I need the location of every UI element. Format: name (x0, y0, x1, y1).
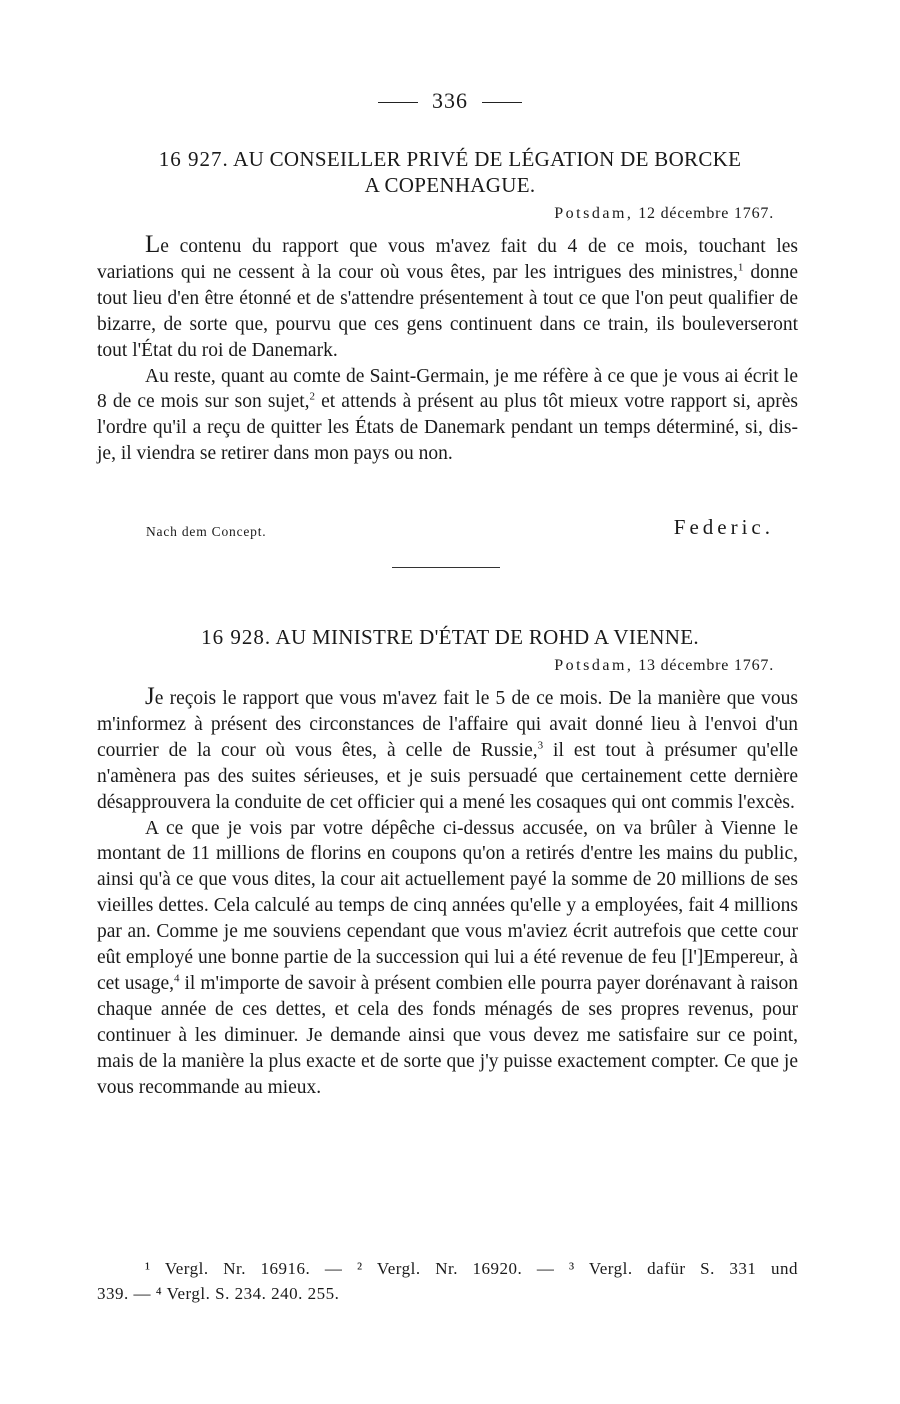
footnote-ref-3: 3 (537, 739, 544, 752)
footnote-ref-1: 1 (737, 261, 744, 274)
letter2-date: 13 décembre 1767. (638, 657, 774, 674)
letter1-paragraph-1 (97, 232, 798, 364)
letter2-number: 16 928. (201, 625, 272, 649)
letter1-body (97, 232, 798, 467)
letter2-title: AU MINISTRE D'ÉTAT DE ROHD A VIENNE. (275, 625, 699, 649)
source-note: Nach dem Concept. (146, 524, 267, 539)
letter1-title-line2: A COPENHAGUE. (364, 173, 536, 197)
footnote-line-1: ¹ Vergl. Nr. 16916. — ² Vergl. Nr. 16920. — ³ Vergl. dafür S. 331 und (145, 1259, 798, 1278)
letter2-heading (100, 624, 800, 650)
letter2-body (97, 684, 798, 1101)
letter1-para2-text2: et attends à présent au plus tôt mieux votre rapport si, après l'ordre qu'il a reçu de quitter les États de Danemark pendant un temps déterminé, si, dis-je, il viendra se retirer dans mon pays ou non. (97, 391, 798, 465)
letter1-title-line1: AU CONSEILLER PRIVÉ DE LÉGATION DE BORCKE (233, 147, 742, 171)
letter1-heading (100, 146, 800, 198)
letter1-dateline (554, 205, 774, 223)
letter2-dateline (554, 657, 774, 675)
letter2-para1-text: e reçois le rapport que vous m'avez fait le 5 de ce mois. De la manière que vous m'informez à présent des circonstances de l'affaire qui avait donné lieu à l'envoi d'un courrier de la cour où vous êtes, à celle de Russie, (97, 688, 798, 761)
letter2-initial: J (145, 683, 155, 710)
letter1-paragraph-2 (97, 364, 798, 468)
footnotes (97, 1256, 798, 1306)
letter1-place: Potsdam, (554, 205, 634, 222)
dash-left (378, 102, 418, 103)
footnote-ref-4: 4 (174, 972, 180, 985)
footnote-line-2: 339. — ⁴ Vergl. S. 234. 240. 255. (97, 1284, 340, 1303)
letter2-place: Potsdam, (554, 657, 634, 674)
footnote-ref-2: 2 (309, 390, 316, 403)
letter2-paragraph-2 (97, 816, 798, 1101)
page-number (0, 88, 900, 114)
letter1-date: 12 décembre 1767. (638, 205, 774, 222)
letter2-heading-line (100, 624, 800, 650)
letter2-para1-text2: il est tout à présumer qu'elle n'amènera pas des suites sérieuses, et je suis persuadé que certainement cette dernière désapprouvera la conduite de cet officier qui a mené les cosaques qui ont commis l'excès. (97, 739, 799, 813)
letter1-number: 16 927. (158, 147, 229, 171)
letter2-paragraph-1 (97, 684, 798, 816)
signature: Federic. (673, 515, 774, 539)
dash-right (482, 102, 522, 103)
letter1-para1-text2: donne tout lieu d'en être étonné et de s'attendre présentement à tout ce que l'on peut qualifier de bizarre, de sorte que, pourvu que ces gens continuent dans ce train, ils bouleverseront tout l'État du roi de Danemark. (97, 261, 798, 361)
letter1-initial: L (145, 231, 161, 258)
letter1-para1-text: e contenu du rapport que vous m'avez fait du 4 de ce mois, touchant les variations qui ne cessent à la cour où vous êtes, par les intrigues des ministres, (97, 236, 798, 283)
page-number-text: 336 (432, 88, 468, 113)
letter1-heading-line1 (100, 146, 800, 172)
letter1-para2-text: Au reste, quant au comte de Saint-Germain, je me réfère à ce que je vous ai écrit le 8 de ce mois sur son sujet, (97, 365, 798, 413)
letter2-para2-text2: il m'importe de savoir à présent combien elle pourra payer dorénavant à raison chaque année de ces dettes, et cela des fonds ménagés de ses propres revenus, pour continuer à les diminuer. Je demande ainsi que vous devez me satisfaire sur ce point, mais de la manière la plus exacte et de sorte que j'y puisse exactement compter. Ce que je vous recommande au mieux. (97, 972, 798, 1098)
section-divider (392, 567, 500, 568)
letter2-para2-text: A ce que je vois par votre dépêche ci-dessus accusée, on va brûler à Vienne le montant de 11 millions de florins en coupons qu'on a retirés d'entre les mains du public, ainsi qu'à ce que vous dites, la cour ait actuellement payé la somme de 20 millions de ses vieilles dettes. Cela calculé au temps de cinq années qu'elle y a employées, fait 4 millions par an. Comme je me souviens cependant que vous m'aviez écrit autrefois que cette cour eût employé une bonne partie de la succession qui lui a été revenue de feu [l']Empereur, à cet usage, (97, 817, 798, 994)
